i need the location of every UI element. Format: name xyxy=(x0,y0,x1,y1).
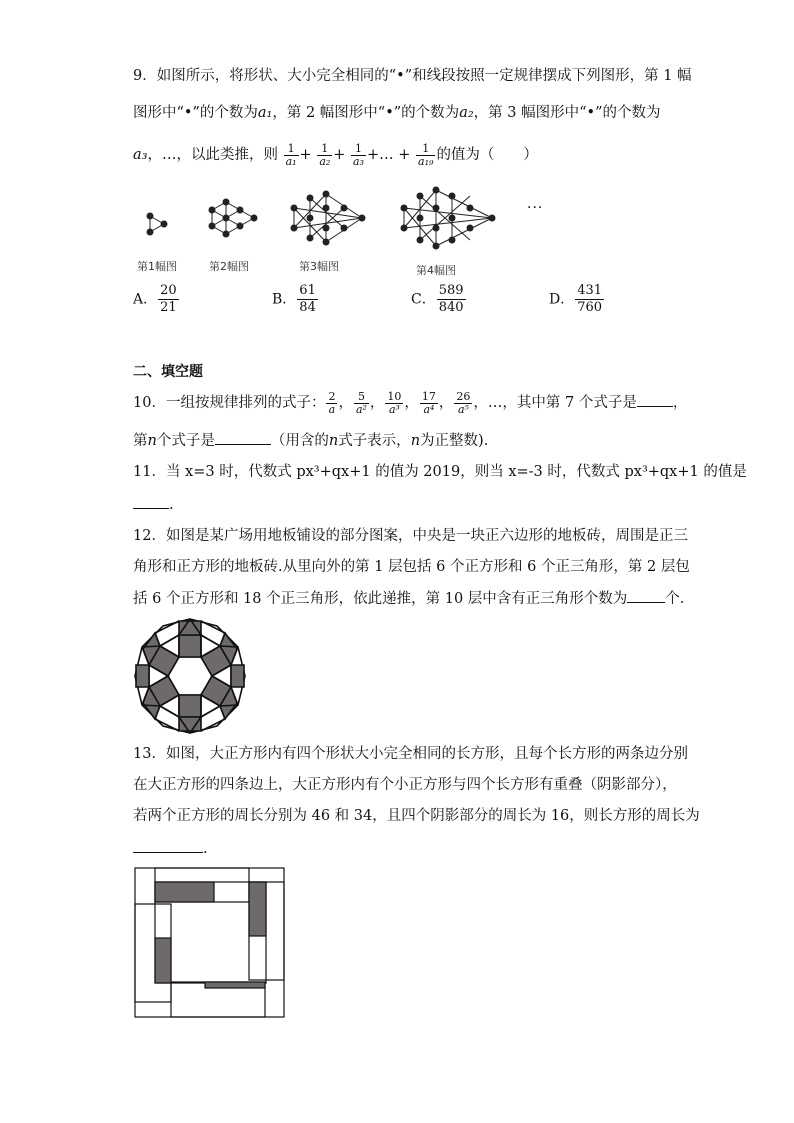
option-d[interactable]: D． $\frac{431}{760}$ xyxy=(549,283,603,315)
section-heading: 二、填空题 xyxy=(133,364,203,380)
q12-blank[interactable] xyxy=(627,588,665,603)
q9-text: ，第 3 幅图形中“•”的个数为 xyxy=(473,105,661,121)
q13-line2: 在大正方形的四条边上，大正方形内有个小正方形与四个长方形有重叠（阴影部分）， xyxy=(133,777,677,793)
caption-fig2: 第2幅图 xyxy=(209,260,249,273)
square-top xyxy=(179,635,201,657)
q9-a2: a₂ xyxy=(459,105,474,121)
q12-tiling-figure xyxy=(133,617,247,735)
q10-line2: 第n个式子是 （用含的n式子表示，n为正整数). xyxy=(133,430,488,451)
q9-text: ，第 2 幅图形中“•”的个数为 xyxy=(272,105,460,121)
q12-line1: 12．如图是某广场用地板铺设的部分图案，中央是一块正六边形的地板砖，周围是正三 xyxy=(133,528,688,544)
q13-line1: 13．如图，大正方形内有四个形状大小完全相同的长方形，且每个长方形的两条边分别 xyxy=(133,746,688,762)
q12-line3: 括 6 个正方形和 18 个正三角形，依此递推，第 10 层中含有正三角形个数为 个. xyxy=(133,588,684,609)
q11-blank[interactable] xyxy=(133,494,169,509)
q11-line2: . xyxy=(133,494,174,515)
q13-squares-figure xyxy=(133,866,287,1020)
q9-a3: a₃ xyxy=(133,147,148,163)
figure-3 xyxy=(291,191,365,245)
q10-blank-1[interactable] xyxy=(637,392,673,407)
q10-line1: 10．一组按规律排列的式子： $\frac{2}{a}$ ， $\frac{5}{\text{a²}}$ ， $\frac{10}{\text{a³}}$ ， $\frac{17}{\text{a⁴}}$ ， $\frac{26}{\text{a⁵}}$ ，…，其中第 7 个式子是 ， xyxy=(133,389,688,416)
q9-text: ，…，以此类推，则 xyxy=(147,147,278,163)
outer-square-left xyxy=(136,665,149,687)
square-bottom xyxy=(179,695,201,717)
figure-4 xyxy=(401,187,495,249)
shade-right xyxy=(249,882,266,936)
more-ellipsis: ··· xyxy=(527,200,544,216)
outer-square-top xyxy=(179,621,201,635)
q9-sum-term-1: $\frac{1}{\text{a₁}}$ xyxy=(285,141,297,168)
q11-line1: 11．当 x=3 时，代数式 px³+qx+1 的值为 2019，则当 x=-3 时，代数式 px³+qx+1 的值是 xyxy=(133,464,747,480)
q9-a1: a₁ xyxy=(257,105,273,121)
q9-line3: a₃，…，以此类推，则 $\frac{1}{\text{a₁}}$ + $\frac{1}{\text{a₂}}$ + $\frac{1}{\text{a₃}}$ +… + $\frac{1}{\text{a₁₉}}$ 的值为（ ） xyxy=(133,141,538,168)
option-b[interactable]: B． $\frac{61}{84}$ xyxy=(272,283,316,315)
q9-line1: 9．如图所示，将形状、大小完全相同的“•”和线段按照一定规律摆成下列图形，第 1 幅 xyxy=(133,68,692,84)
q9-line2 xyxy=(133,103,660,123)
figure-1 xyxy=(147,213,167,235)
caption-fig3: 第3幅图 xyxy=(299,260,339,273)
shade-bottom xyxy=(205,982,265,988)
figure-2 xyxy=(209,199,257,237)
option-c[interactable]: C． $\frac{589}{840}$ xyxy=(411,283,464,315)
q13-line4: . xyxy=(133,838,208,859)
q10-blank-2[interactable] xyxy=(215,430,271,445)
q9-sum-term-2: $\frac{1}{\text{a₂}}$ xyxy=(319,141,331,168)
outer-square-bottom xyxy=(179,717,201,731)
q13-blank[interactable] xyxy=(133,838,203,853)
q9-text: 图形中“•”的个数为 xyxy=(133,105,258,121)
outer-square-right xyxy=(231,665,244,687)
shade-left xyxy=(155,938,171,983)
caption-fig4: 第4幅图 xyxy=(416,264,456,277)
q9-sum-term-3: $\frac{1}{\text{a₃}}$ xyxy=(353,141,365,168)
q12-line2: 角形和正方形的地板砖.从里向外的第 1 层包括 6 个正方形和 6 个正三角形，第 2 层包 xyxy=(133,559,690,575)
q13-line3: 若两个正方形的周长分别为 46 和 34，且四个阴影部分的周长为 16，则长方形的周长为 xyxy=(133,808,700,824)
q9-dot-figures xyxy=(130,180,570,260)
q9-text: 的值为（ ） xyxy=(436,147,538,163)
q9-sum-term-19: $\frac{1}{\text{a₁₉}}$ xyxy=(418,141,434,168)
caption-fig1: 第1幅图 xyxy=(137,260,177,273)
option-a[interactable]: A． $\frac{20}{21}$ xyxy=(133,283,177,315)
shade-top xyxy=(155,882,214,902)
